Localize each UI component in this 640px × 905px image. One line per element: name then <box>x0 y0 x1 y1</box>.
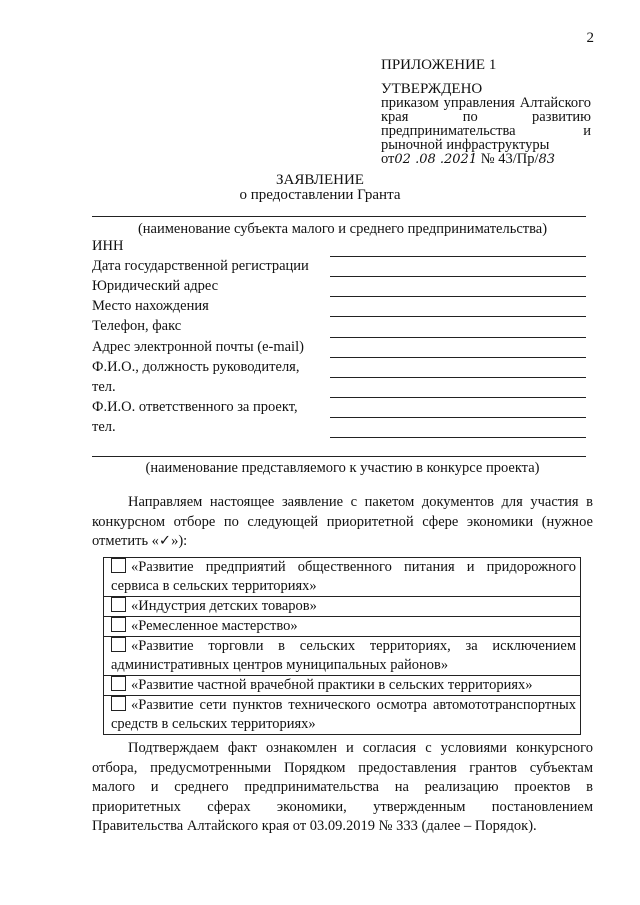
sector-row <box>104 637 581 676</box>
sector-label: «Индустрия детских товаров» <box>131 598 317 614</box>
registration-date-line <box>330 256 586 257</box>
sector-row <box>104 558 581 597</box>
responsible-phone-line <box>330 437 586 438</box>
sector-label: «Ремесленное мастерство» <box>131 618 298 634</box>
title-heading: ЗАЯВЛЕНИЕ <box>276 172 364 188</box>
project-name-line <box>92 456 586 457</box>
responsible-name-label: Ф.И.О. ответственного за проект, <box>92 399 298 415</box>
responsible-name-line <box>330 417 586 418</box>
sector-label: «Развитие частной врачебной практики в сельских территориях» <box>131 677 533 693</box>
project-caption: (наименование представляемого к участию в конкурсе проекта) <box>145 460 540 476</box>
confirm-paragraph <box>92 739 593 837</box>
handwritten-date: 02 .08 .2021 <box>394 152 478 167</box>
email-label: Адрес электронной почты (e-mail) <box>92 339 304 355</box>
sector-label: «Развитие предприятий общественного питания и придорожного сервиса в сельских территориях» <box>111 559 576 594</box>
email-line-1 <box>330 337 586 338</box>
sector-checkbox[interactable] <box>111 597 126 612</box>
intro-text: Направляем настоящее заявление с пакетом документов для участия в конкурсном отборе по следующей приоритетной сфере экономики (нужное отметить «✓»): <box>92 494 593 549</box>
sector-label: «Развитие торговли в сельских территориях, за исключением административных центров муниципальных районов» <box>111 638 576 673</box>
appendix-label: ПРИЛОЖЕНИЕ 1 <box>381 57 497 73</box>
title-subheading: о предоставлении Гранта <box>239 187 401 203</box>
sector-row <box>104 696 581 735</box>
date-prefix: от <box>381 151 395 167</box>
entity-caption: (наименование субъекта малого и среднего предпринимательства) <box>137 221 548 237</box>
head-name-label: Ф.И.О., должность руководителя, <box>92 359 300 375</box>
legal-address-line <box>330 276 586 277</box>
order-number: № 43/Пр/ <box>480 151 539 167</box>
sector-checkbox[interactable] <box>111 676 126 691</box>
registration-date-label: Дата государственной регистрации <box>92 258 309 274</box>
email-line-2 <box>330 357 586 358</box>
entity-name-line <box>92 216 586 217</box>
location-line <box>330 296 586 297</box>
sector-checkbox[interactable] <box>111 617 126 632</box>
intro-paragraph <box>92 493 593 552</box>
sector-checkbox[interactable] <box>111 696 126 711</box>
phone-fax-label: Телефон, факс <box>92 318 182 334</box>
sector-row <box>104 597 581 617</box>
handwritten-number: 83 <box>538 152 556 167</box>
head-name-line <box>330 377 586 378</box>
page-number: 2 <box>586 30 594 46</box>
order-date-line <box>381 152 591 167</box>
approval-block <box>381 58 591 167</box>
approved-label: УТВЕРЖДЕНО <box>381 81 483 97</box>
inn-label: ИНН <box>92 238 124 254</box>
sector-row <box>104 676 581 696</box>
sector-checkbox[interactable] <box>111 637 126 652</box>
order-text: приказом управления Алтайского края по развитию предпринимательства и рыночной инфраструктуры <box>381 95 591 153</box>
head-phone-label: тел. <box>92 379 116 395</box>
document-title <box>0 173 640 203</box>
sectors-table <box>103 557 581 735</box>
sector-checkbox[interactable] <box>111 558 126 573</box>
phone-fax-line <box>330 316 586 317</box>
legal-address-label: Юридический адрес <box>92 278 219 294</box>
sector-label: «Развитие сети пунктов технического осмотра автомототранспортных средств в сельских территориях» <box>111 697 576 732</box>
confirm-text: Подтверждаем факт ознакомлен и согласия с условиями конкурсного отбора, предусмотренными Порядком предоставления грантов субъектам малого и среднего предпринимательства на реализацию проектов в приоритетных сферах экономики, утвержденным постановлением Правительства Алтайского края от 03.09.2019 № 333 (далее – Порядок). <box>92 740 593 834</box>
responsible-phone-label: тел. <box>92 419 116 435</box>
location-label: Место нахождения <box>92 298 209 314</box>
sector-row <box>104 617 581 637</box>
head-phone-line <box>330 397 586 398</box>
